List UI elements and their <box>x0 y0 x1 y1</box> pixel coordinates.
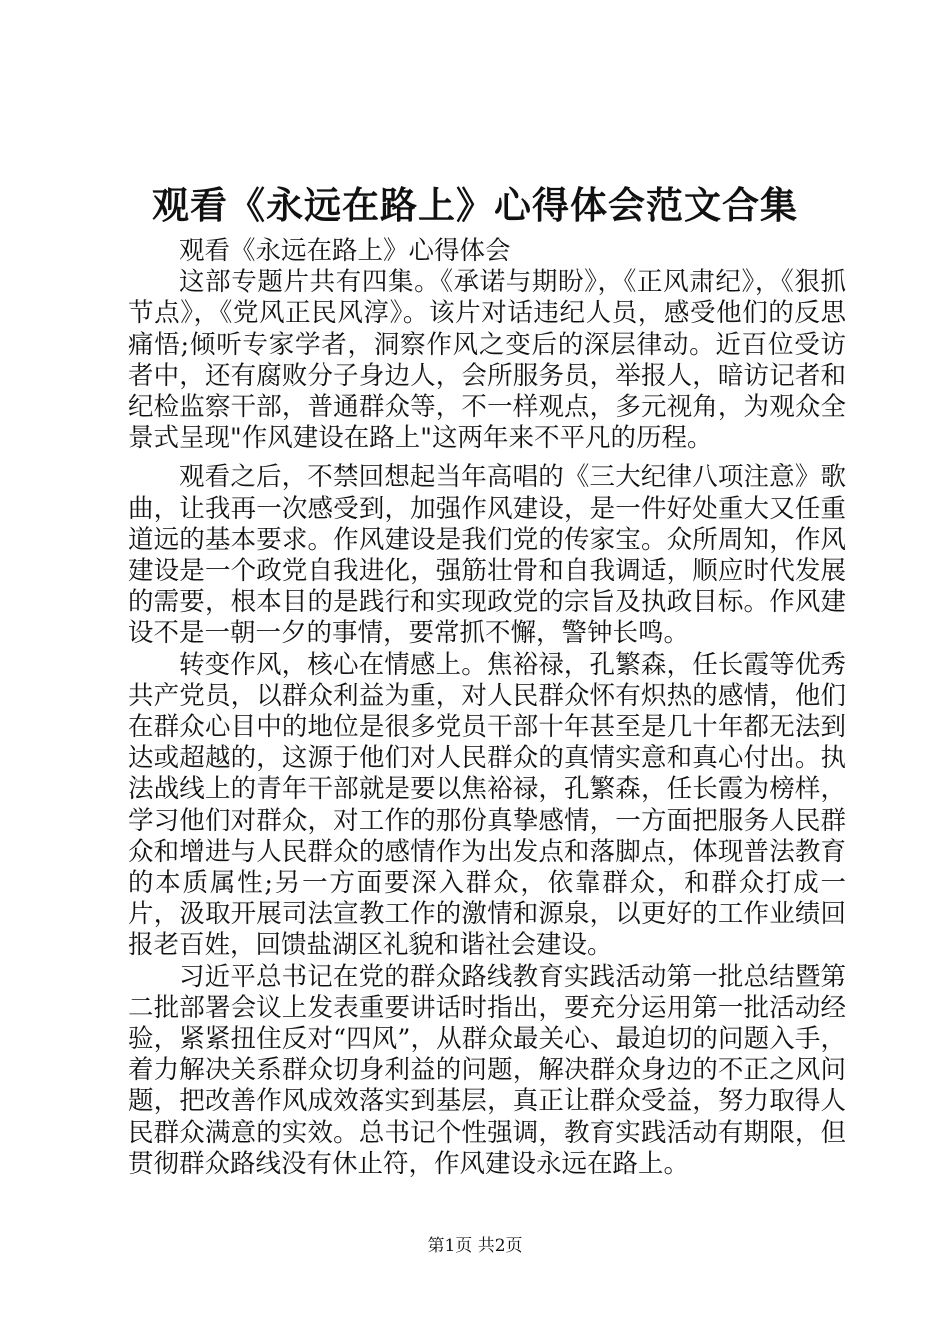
page-footer: 第1页 共2页 <box>427 1236 523 1256</box>
paragraph-3: 转变作风，核心在情感上。焦裕禄，孔繁森，任长霞等优秀共产党员，以群众利益为重，对人民群众怀有炽热的感情，他们在群众心目中的地位是很多党员干部十年甚至是几十年都无法到达或超越的，这源于他们对人民群众的真情实意和真心付出。执法战线上的青年干部就是要以焦裕禄，孔繁森，任长霞为榜样，学习他们对群众，对工作的那份真挚感情，一方面把服务人民群众和增进与人民群众的感情作为出发点和落脚点，体现普法教育的本质属性;另一方面要深入群众，依靠群众，和群众打成一片，汲取开展司法宣教工作的激情和源泉，以更好的工作业绩回报老百姓，回馈盐湖区礼貌和谐社会建设。 <box>128 649 846 961</box>
subtitle: 观看《永远在路上》心得体会 <box>179 236 511 266</box>
paragraph-2: 观看之后，不禁回想起当年高唱的《三大纪律八项注意》歌曲，让我再一次感受到，加强作风建设，是一件好处重大又任重道远的基本要求。作风建设是我们党的传家宝。众所周知，作风建设是一个政党自我进化，强筋壮骨和自我调适，顺应时代发展的需要，根本目的是践行和实现政党的宗旨及执政目标。作风建设不是一朝一夕的事情，要常抓不懈，警钟长鸣。 <box>128 462 846 649</box>
document-body <box>128 236 846 1180</box>
paragraph-4: 习近平总书记在党的群众路线教育实践活动第一批总结暨第二批部署会议上发表重要讲话时指出，要充分运用第一批活动经验，紧紧扭住反对“四风”，从群众最关心、最迫切的问题入手，着力解决关系群众切身利益的问题，解决群众身边的不正之风问题，把改善作风成效落实到基层，真正让群众受益，努力取得人民群众满意的实效。总书记个性强调，教育实践活动有期限，但贯彻群众路线没有休止符，作风建设永远在路上。 <box>128 961 846 1179</box>
paragraph-1: 这部专题片共有四集。《承诺与期盼》，《正风肃纪》，《狠抓节点》，《党风正民风淳》。该片对话违纪人员，感受他们的反思痛悟;倾听专家学者，洞察作风之变后的深层律动。近百位受访者中，还有腐败分子身边人，会所服务员，举报人，暗访记者和纪检监察干部，普通群众等，不一样观点，多元视角，为观众全景式呈现"作风建设在路上"这两年来不平凡的历程。 <box>128 267 846 454</box>
document-title: 观看《永远在路上》心得体会范文合集 <box>152 183 798 227</box>
